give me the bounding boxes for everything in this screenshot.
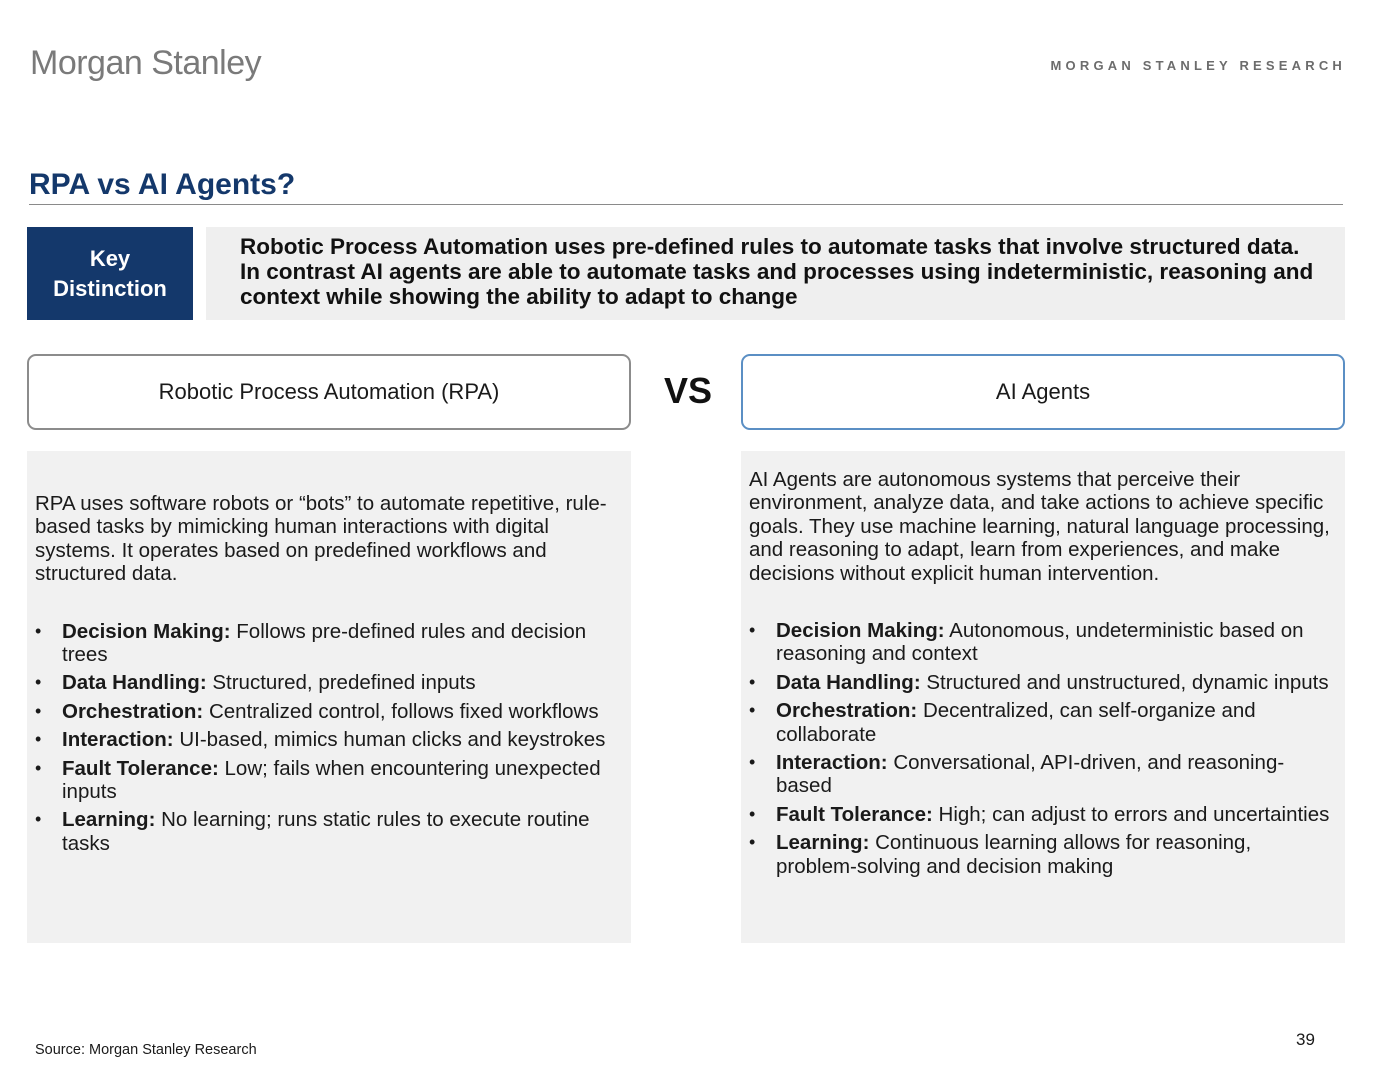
ai-bullet-fault-tolerance: • Fault Tolerance: High; can adjust to errors and uncertainties [749,802,1330,826]
ai-heading-box [741,354,1345,430]
key-distinction-badge [27,227,193,320]
ai-bullet-list [749,619,1337,878]
bullet-icon: • [749,700,756,721]
bullet-icon: • [35,809,42,830]
rpa-bullet-data-handling: • Data Handling: Structured, predefined inputs [35,671,476,695]
bullet-icon: • [35,620,42,641]
bullet-icon: • [35,729,42,750]
vs-label: VS [663,370,713,411]
ai-bullet-data-handling: • Data Handling: Structured and unstructured, dynamic inputs [749,670,1329,694]
morgan-stanley-logo: Morgan Stanley [30,44,262,82]
rpa-intro: RPA uses software robots or “bots” to automate repetitive, rule-based tasks by mimicking human interactions with digital systems. It operates based on predefined workflows and structured data. [35,492,607,586]
key-label-line2: Distinction [53,275,167,301]
rpa-bullet-fault-tolerance: • Fault Tolerance: Low; fails when encountering unexpected inputs [35,756,601,804]
bullet-icon: • [749,671,756,692]
ai-panel [741,451,1345,943]
rpa-panel [27,451,631,943]
bullet-icon: • [749,832,756,853]
ai-bullet-decision-making: • Decision Making: Autonomous, undeterministic based on reasoning and context [749,619,1304,666]
ai-heading: AI Agents [995,379,1091,404]
bullet-icon: • [749,803,756,824]
title-divider [29,204,1343,205]
source-note: Source: Morgan Stanley Research [35,1042,257,1058]
bullet-icon: • [35,757,42,778]
key-distinction-text: Robotic Process Automation uses pre-defined rules to automate tasks that involve structured data. In contrast AI agents are able to automate tasks and processes using indeterministic, reasoning and context while showing the ability to adapt to change [206,227,1345,320]
ai-bullet-learning: • Learning: Continuous learning allows for reasoning, problem-solving and decision making [749,831,1252,878]
rpa-bullet-interaction: • Interaction: UI-based, mimics human clicks and keystrokes [35,728,606,752]
page-title: RPA vs AI Agents? [29,168,296,201]
rpa-bullet-list [35,620,623,856]
research-label: MORGAN STANLEY RESEARCH [1050,58,1346,73]
ai-bullet-interaction: • Interaction: Conversational, API-driven, and reasoning-based [749,751,1285,798]
rpa-bullet-learning: • Learning: No learning; runs static rules to execute routine tasks [35,808,590,855]
page-number: 39 [1296,1030,1315,1049]
ai-intro: AI Agents are autonomous systems that perceive their environment, analyze data, and take actions to achieve specific goals. They use machine learning, natural language processing, and reasoning to adapt, learn from experiences, and make decisions without explicit human intervention. [749,468,1330,585]
bullet-icon: • [749,752,756,773]
bullet-icon: • [35,672,42,693]
rpa-bullet-orchestration: • Orchestration: Centralized control, follows fixed workflows [35,699,599,723]
rpa-bullet-decision-making: • Decision Making: Follows pre-defined rules and decision trees [35,619,587,667]
rpa-heading-box [27,354,631,430]
bullet-icon: • [35,700,42,721]
ai-bullet-orchestration: • Orchestration: Decentralized, can self-organize and collaborate [749,699,1256,746]
key-label-line1: Key [89,245,131,271]
rpa-heading: Robotic Process Automation (RPA) [158,379,500,404]
bullet-icon: • [749,620,756,641]
